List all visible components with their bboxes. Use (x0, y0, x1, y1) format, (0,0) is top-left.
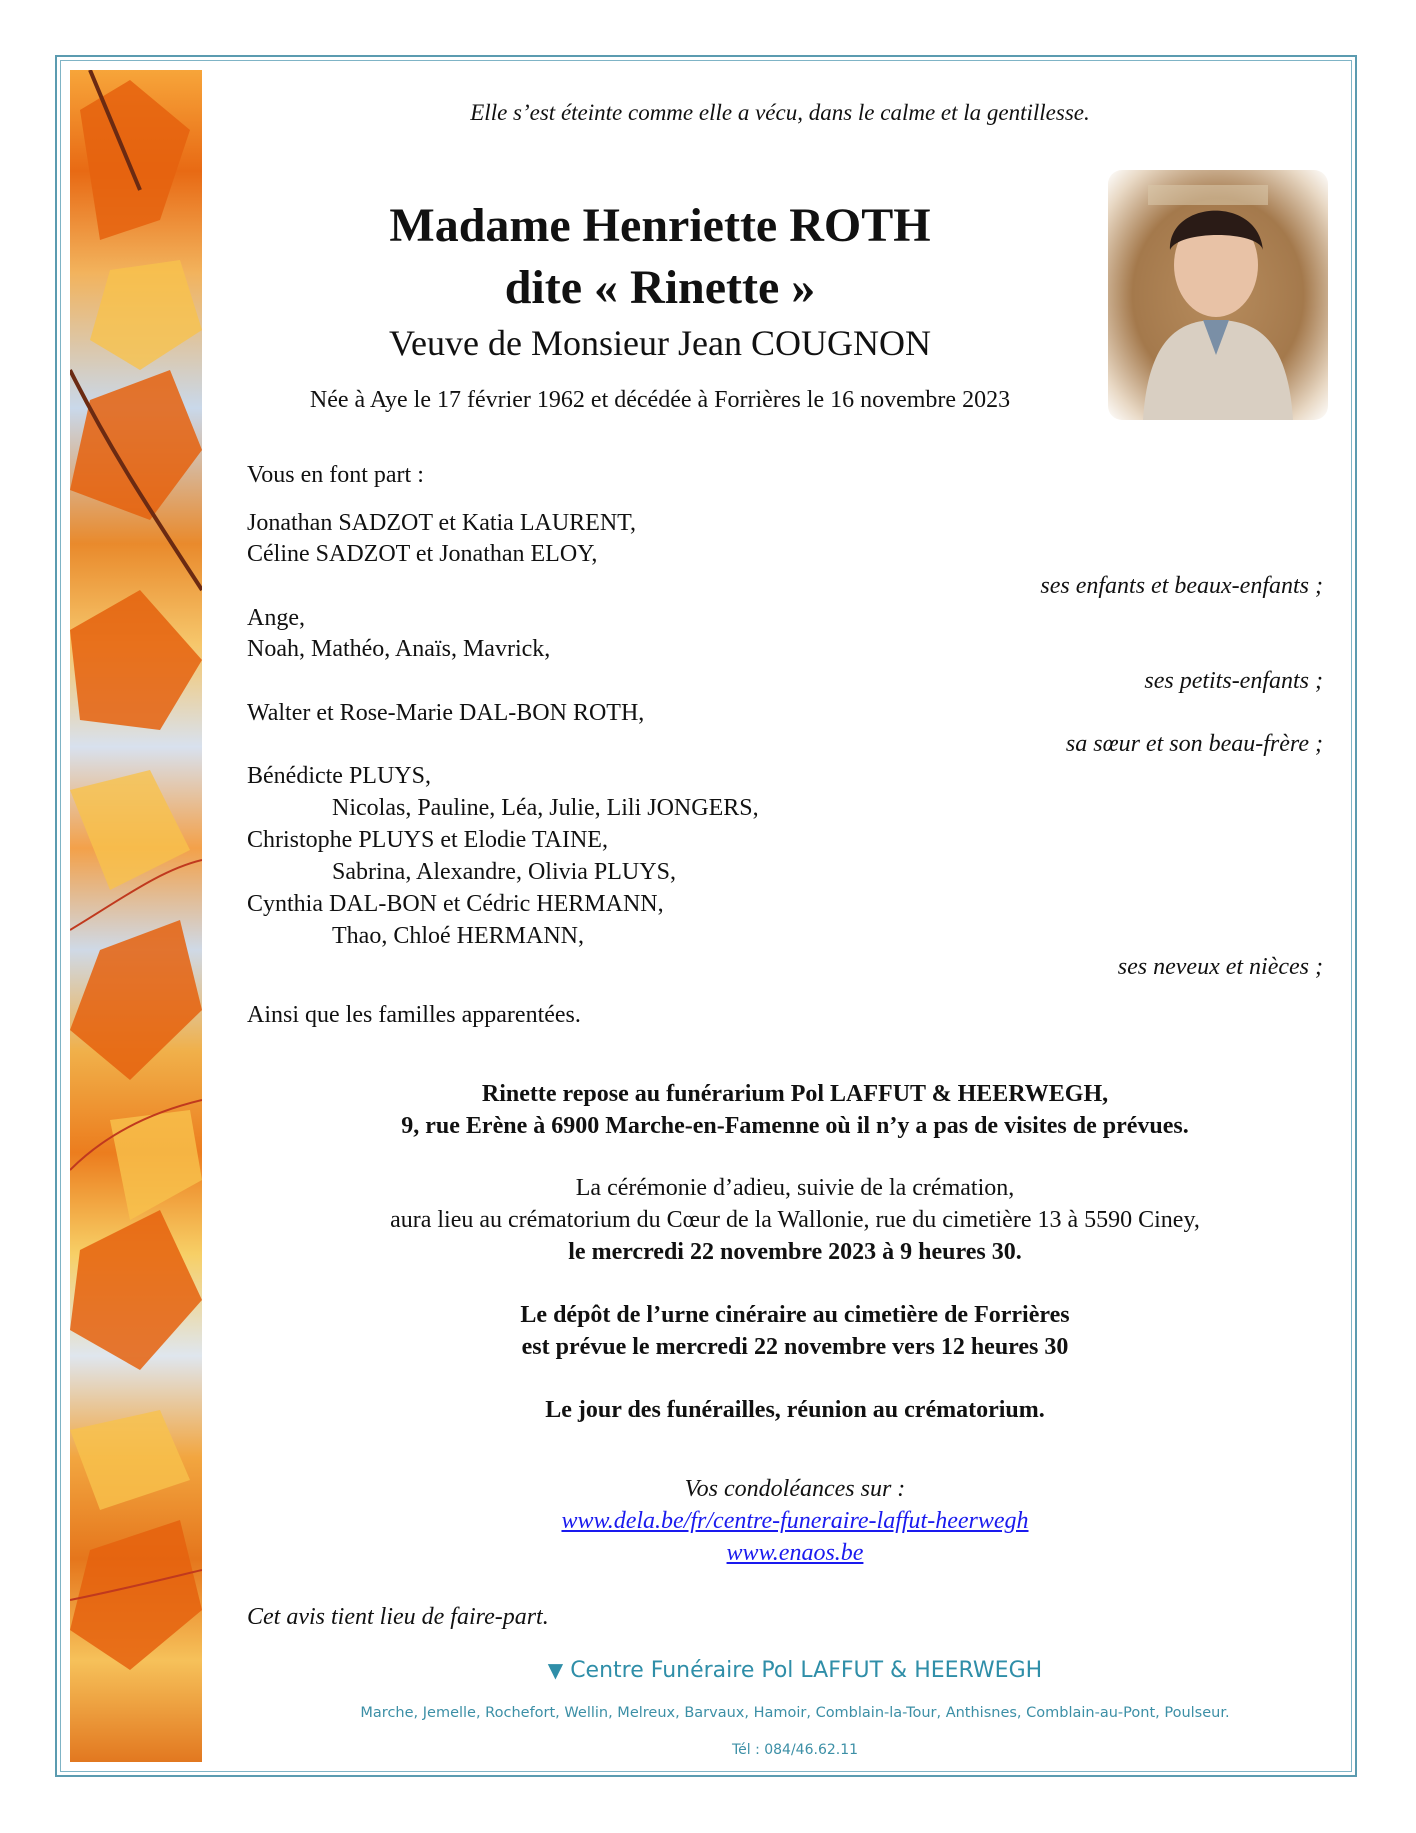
ceremony-line: aura lieu au crématorium du Cœur de la Wallonie, rue du cimetière 13 à 5590 Ciney, (390, 1207, 1200, 1233)
funeral-home-towns: Marche, Jemelle, Rochefort, Wellin, Melreux, Barvaux, Hamoir, Comblain-la-Tour, Anthisnes, Comblain-au-Pont, Poulseur. (360, 1705, 1230, 1721)
autumn-leaves-image (70, 70, 202, 1762)
family-role: ses enfants et beaux-enfants ; (1040, 573, 1323, 599)
funeral-home-title: Centre Funéraire Pol LAFFUT & HEERWEGH (570, 1658, 1043, 1683)
repose-line: 9, rue Erène à 6900 Marche-en-Famenne où il n’y a pas de visites de prévues. (401, 1113, 1189, 1139)
ceremony-line: La cérémonie d’adieu, suivie de la crémation, (575, 1175, 1015, 1201)
deceased-name: Madame Henriette ROTH (389, 199, 931, 252)
condolences-label: Vos condoléances sur : (684, 1476, 906, 1502)
family-line: Ange, (247, 605, 305, 631)
funeral-home-phone: Tél : 084/46.62.11 (731, 1742, 859, 1758)
notice-text: Cet avis tient lieu de faire-part. (247, 1604, 549, 1630)
family-line: Sabrina, Alexandre, Olivia PLUYS, (332, 859, 676, 885)
widow-of: Veuve de Monsieur Jean COUGNON (389, 323, 931, 363)
funeral-home-name (240, 1658, 1350, 1683)
family-line: Christophe PLUYS et Elodie TAINE, (247, 827, 608, 853)
repose-line: Rinette repose au funérarium Pol LAFFUT & HEERWEGH, (481, 1081, 1109, 1107)
triangle-down-icon: ▼ (547, 1658, 564, 1682)
meeting-text: Le jour des funérailles, réunion au crématorium. (545, 1397, 1045, 1423)
family-role: ses neveux et nièces ; (1117, 954, 1323, 980)
family-role: ses petits-enfants ; (1144, 668, 1323, 694)
urn-line: Le dépôt de l’urne cinéraire au cimetière de Forrières (520, 1302, 1070, 1328)
condolences-link-dela[interactable]: www.dela.be/fr/centre-funeraire-laffut-heerwegh (561, 1508, 1029, 1534)
birth-death-dates: Née à Aye le 17 février 1962 et décédée à Forrières le 16 novembre 2023 (309, 387, 1011, 413)
announce-text: Vous en font part : (247, 462, 424, 488)
family-line: Thao, Chloé HERMANN, (332, 923, 584, 949)
urn-line: est prévue le mercredi 22 novembre vers 12 heures 30 (521, 1334, 1069, 1360)
family-closing: Ainsi que les familles apparentées. (247, 1002, 581, 1028)
family-line: Nicolas, Pauline, Léa, Julie, Lili JONGERS, (332, 795, 759, 821)
family-line: Walter et Rose-Marie DAL-BON ROTH, (247, 700, 645, 726)
family-line: Jonathan SADZOT et Katia LAURENT, (247, 510, 637, 536)
family-line: Noah, Mathéo, Anaïs, Mavrick, (247, 636, 551, 662)
family-line: Céline SADZOT et Jonathan ELOY, (247, 541, 598, 567)
portrait-photo (1108, 170, 1328, 420)
deceased-nickname: dite « Rinette » (504, 261, 816, 314)
family-role: sa sœur et son beau-frère ; (1065, 731, 1323, 757)
family-line: Cynthia DAL-BON et Cédric HERMANN, (247, 891, 664, 917)
condolences-link-enaos[interactable]: www.enaos.be (726, 1540, 864, 1566)
family-line: Bénédicte PLUYS, (247, 763, 431, 789)
ceremony-date: le mercredi 22 novembre 2023 à 9 heures 30. (568, 1239, 1022, 1265)
header-quote: Elle s’est éteinte comme elle a vécu, dans le calme et la gentillesse. (470, 100, 1090, 125)
